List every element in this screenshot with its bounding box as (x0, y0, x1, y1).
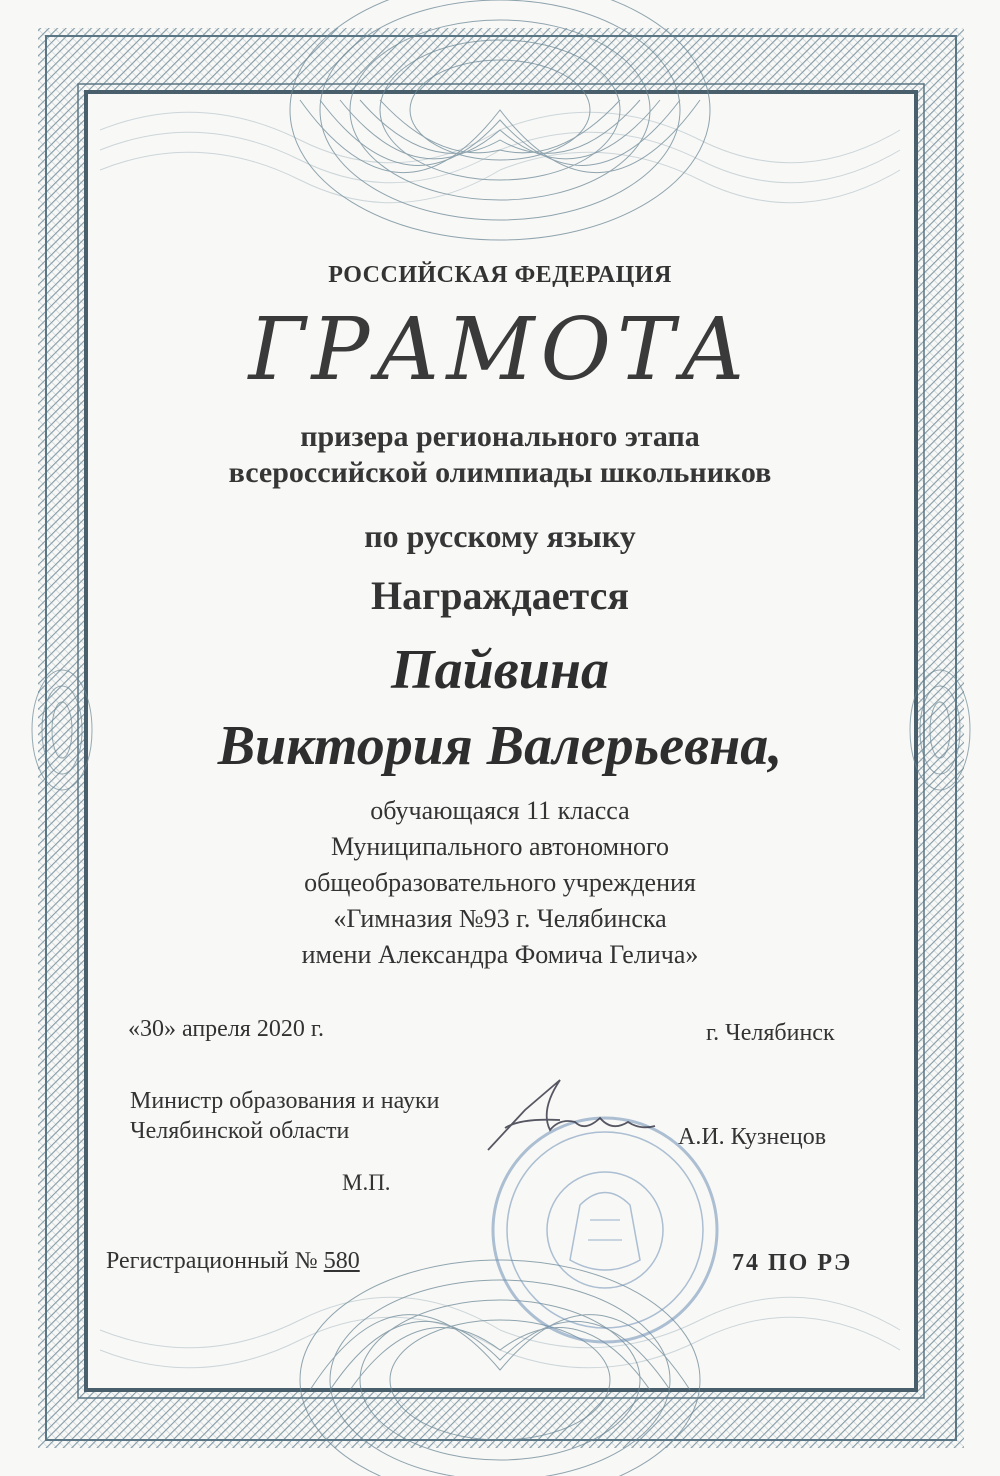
school-line-1: обучающаяся 11 класса (370, 796, 630, 825)
award-subject: по русскому языку (364, 518, 636, 554)
stamp-place-label: М.П. (342, 1170, 391, 1195)
minister-title-line-1: Министр образования и науки (130, 1088, 440, 1114)
award-line-1: призера регионального этапа (300, 420, 700, 453)
country-heading: РОССИЙСКАЯ ФЕДЕРАЦИЯ (328, 262, 672, 288)
registration-value: 580 (323, 1248, 360, 1274)
school-line-5: имени Александра Фомича Гелича» (301, 940, 699, 969)
certificate-title: ГРАМОТА (248, 300, 752, 400)
school-line-4: «Гимназия №93 г. Челябинска (333, 904, 667, 933)
school-line-2: Муниципального автономного (330, 832, 670, 861)
registration-number (106, 1248, 360, 1275)
registration-code: 74 ПО РЭ (732, 1250, 853, 1276)
registration-label: Регистрационный № (106, 1248, 318, 1274)
minister-title-line-2: Челябинской области (130, 1118, 350, 1144)
issue-city: г. Челябинск (706, 1020, 835, 1046)
minister-name: А.И. Кузнецов (678, 1124, 827, 1150)
award-line-2: всероссийской олимпиады школьников (228, 456, 772, 489)
issue-date: «30» апреля 2020 г. (128, 1016, 324, 1042)
recipient-given-names: Виктория Валерьевна, (217, 715, 783, 777)
school-line-3: общеобразовательного учреждения (304, 868, 696, 897)
recipient-surname: Пайвина (391, 639, 609, 701)
awarded-label: Награждается (370, 573, 630, 618)
